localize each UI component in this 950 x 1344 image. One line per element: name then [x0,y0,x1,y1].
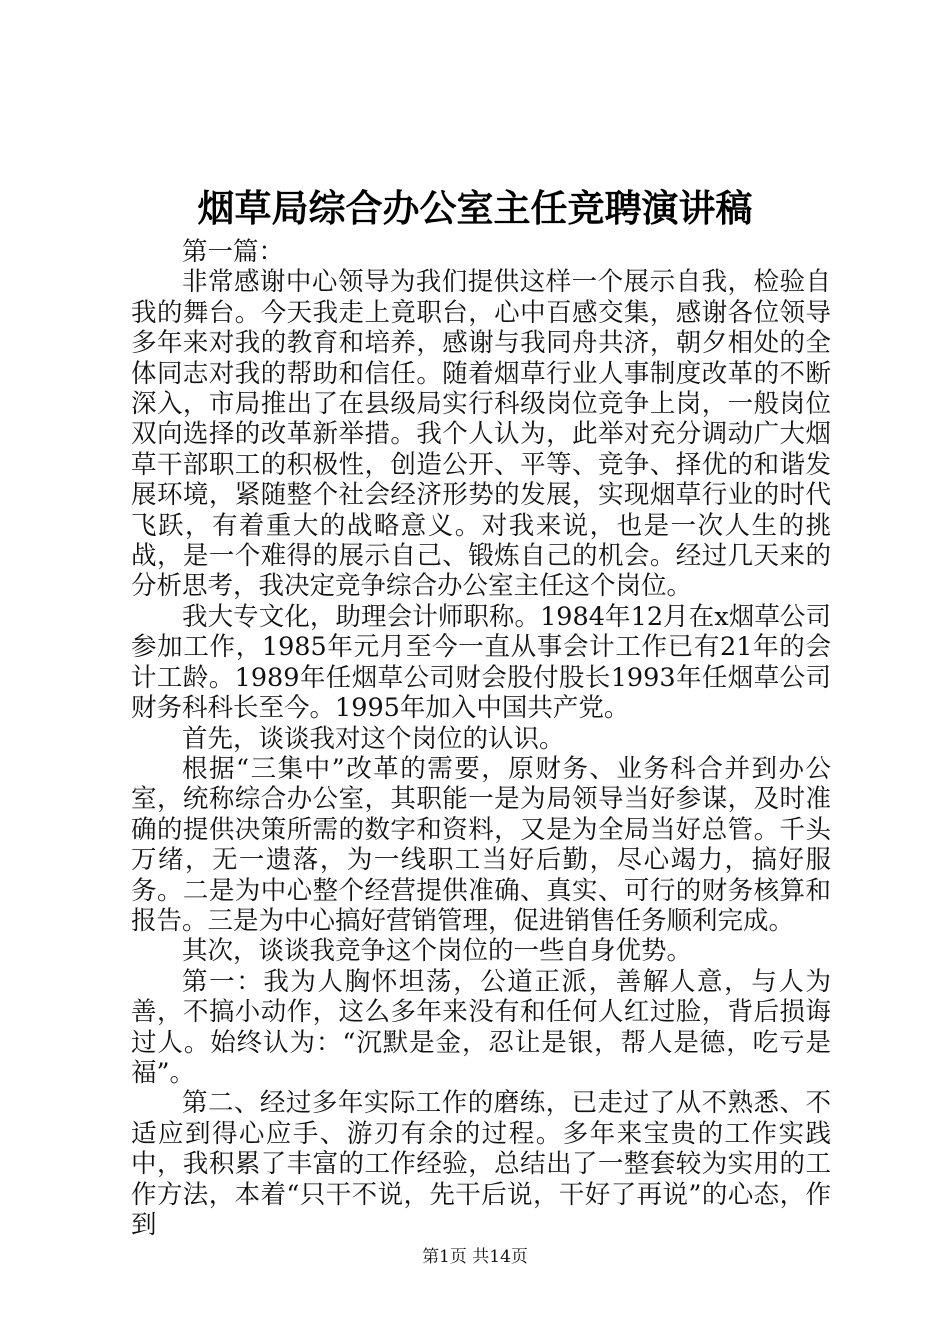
paragraph: 第一篇： [182,237,285,267]
paragraph: 我大专文化，助理会计师职称。1984年12月在x烟草公司参加工作，1985年元月至今一直从事会计工作已有21年的会计工龄。1989年任烟草公司财会股付股长1993年任烟草公司财务科科长至今。1995年加入中国共产党。 [131,601,831,724]
document-body [131,237,831,1240]
document-title: 烟草局综合办公室主任竞聘演讲稿 [197,186,753,230]
paragraph: 非常感谢中心领导为我们提供这样一个展示自我，检验自我的舞台。今天我走上竟职台，心中百感交集，感谢各位领导多年来对我的教育和培养，感谢与我同舟共济，朝夕相处的全体同志对我的帮助和信任。随着烟草行业人事制度改革的不断深入，市局推出了在县级局实行科级岗位竞争上岗，一般岗位双向选择的改革新举措。我个人认为，此举对充分调动广大烟草干部职工的积极性，创造公开、平等、竞争、择优的和谐发展环境，紧随整个社会经济形势的发展，实现烟草行业的时代飞跃，有着重大的战略意义。对我来说，也是一次人生的挑战，是一个难得的展示自己、锻炼自己的机会。经过几天来的分析思考，我决定竞争综合办公室主任这个岗位。 [131,267,831,602]
paragraph: 第一：我为人胸怀坦荡，公道正派，善解人意，与人为善，不搞小动作，这么多年来没有和任何人红过脸，背后损诲过人。始终认为：“沉默是金，忍让是银，帮人是德，吃亏是福”。 [131,966,831,1088]
page-number-footer: 第1页 共14页 [422,1247,528,1267]
paragraph: 根据“三集中”改革的需要，原财务、业务科合并到办公室，统称综合办公室，其职能一是为局领导当好参谋，及时准确的提供决策所需的数字和资料，又是为全局当好总管。千头万绪，无一遗落，为一线职工当好后勤，尽心竭力，搞好服务。二是为中心整个经营提供准确、真实、可行的财务核算和报告。三是为中心搞好营销管理，促进销售任务顺利完成。 [131,753,831,936]
paragraph: 其次，谈谈我竞争这个岗位的一些自身优势。 [182,936,693,967]
paragraph: 第二、经过多年实际工作的磨练，已走过了从不熟悉、不适应到得心应手、游刃有余的过程。多年来宝贵的工作实践中，我积累了丰富的工作经验，总结出了一整套较为实用的工作方法，本着“只干不说，先干后说，干好了再说”的心态，作到 [131,1088,831,1240]
paragraph: 首先，谈谈我对这个岗位的认识。 [182,723,565,754]
